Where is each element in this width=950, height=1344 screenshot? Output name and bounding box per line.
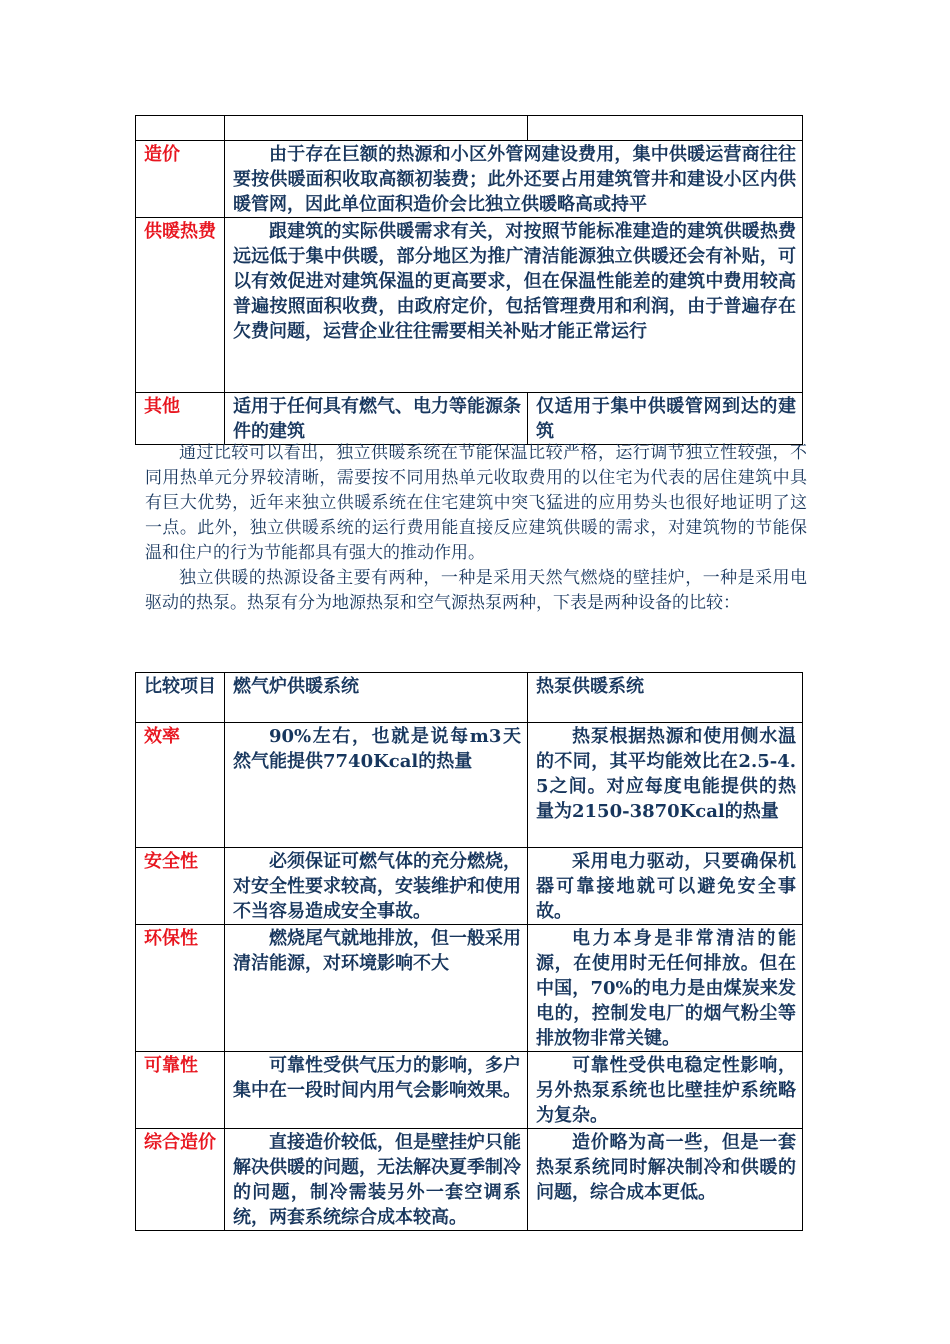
row-label-efficiency: 效率 — [136, 723, 225, 848]
table-row — [136, 1129, 803, 1231]
row-label-total-cost: 综合造价 — [136, 1129, 225, 1231]
header-cell-heat-pump: 热泵供暖系统 — [528, 673, 803, 723]
row-content-heating-fee: 跟建筑的实际供暖需求有关，对按照节能标准建造的建筑供暖热费远远低于集中供暖，部分地区为推广清洁能源独立供暖还会有补贴，可以有效促进对建筑保温的更高要求，但在保温性能差的建筑中费用较高普遍按照面积收费，由政府定价，包括管理费用和利润，由于普遍存在欠费问题，运营企业往往需要相关补贴才能正常运行 — [225, 218, 803, 393]
header-cell — [136, 116, 225, 141]
header-cell-gas-boiler: 燃气炉供暖系统 — [225, 673, 528, 723]
row-label-other: 其他 — [136, 393, 225, 445]
row-label-environment: 环保性 — [136, 925, 225, 1052]
row-cell-pump: 热泵根据热源和使用侧水温的不同，其平均能效比在2.5-4.5之间。对应每度电能提供的热量为2150-3870Kcal的热量 — [528, 723, 803, 848]
row-content-cost: 由于存在巨额的热源和小区外管网建设费用，集中供暖运营商往往要按供暖面积收取高额初装费；此外还要占用建筑管井和建设小区内供暖管网，因此单位面积造价会比独立供暖略高或持平 — [225, 141, 803, 218]
row-label-cost: 造价 — [136, 141, 225, 218]
table-row — [136, 925, 803, 1052]
row-cell-gas: 燃烧尾气就地排放，但一般采用清洁能源，对环境影响不大 — [225, 925, 528, 1052]
comparison-table-heat-sources — [135, 672, 803, 1231]
row-cell-gas: 90%左右，也就是说每m3天然气能提供7740Kcal的热量 — [225, 723, 528, 848]
body-paragraph: 独立供暖的热源设备主要有两种，一种是采用天然气燃烧的壁挂炉，一种是采用电驱动的热泵。热泵有分为地源热泵和空气源热泵两种，下表是两种设备的比较： — [145, 568, 807, 613]
table-row — [136, 723, 803, 848]
row-label-reliability: 可靠性 — [136, 1052, 225, 1129]
row-cell-pump: 造价略为高一些，但是一套热泵系统同时解决制冷和供暖的问题，综合成本更低。 — [528, 1129, 803, 1231]
body-paragraph: 通过比较可以看出，独立供暖系统在节能保温比较严格，运行调节独立性较强，不同用热单元分界较清晰，需要按不同用热单元收取费用的以住宅为代表的居住建筑中具有巨大优势，近年来独立供暖系统在住宅建筑中突飞猛进的应用势头也很好地证明了这一点。此外，独立供暖系统的运行费用能直接反应建筑供暖的需求，对建筑物的节能保温和住户的行为节能都具有强大的推动作用。 — [145, 443, 807, 563]
comparison-table-heating-modes — [135, 115, 803, 445]
table-header-row — [136, 116, 803, 141]
row-cell-pump: 电力本身是非常清洁的能源，在使用时无任何排放。但在中国，70%的电力是由煤炭来发电的，控制发电厂的烟气粉尘等排放物非常关键。 — [528, 925, 803, 1052]
table-row — [136, 218, 803, 393]
table-row — [136, 1052, 803, 1129]
table-header-row — [136, 673, 803, 723]
table-row — [136, 141, 803, 218]
table-row — [136, 393, 803, 445]
row-label-heating-fee: 供暖热费 — [136, 218, 225, 393]
row-cell-pump: 可靠性受供电稳定性影响，另外热泵系统也比壁挂炉系统略为复杂。 — [528, 1052, 803, 1129]
header-cell — [528, 116, 803, 141]
row-cell-gas: 可靠性受供气压力的影响，多户集中在一段时间内用气会影响效果。 — [225, 1052, 528, 1129]
header-cell — [225, 116, 528, 141]
row-cell-pump: 采用电力驱动，只要确保机器可靠接地就可以避免安全事故。 — [528, 848, 803, 925]
row-cell-gas: 必须保证可燃气体的充分燃烧，对安全性要求较高，安装维护和使用不当容易造成安全事故。 — [225, 848, 528, 925]
header-cell-item: 比较项目 — [136, 673, 225, 723]
row-cell-gas: 直接造价较低，但是壁挂炉只能解决供暖的问题，无法解决夏季制冷的问题，制冷需装另外一套空调系统，两套系统综合成本较高。 — [225, 1129, 528, 1231]
table-row — [136, 848, 803, 925]
row-cell-central: 仅适用于集中供暖管网到达的建筑 — [528, 393, 803, 445]
row-label-safety: 安全性 — [136, 848, 225, 925]
row-cell-independent: 适用于任何具有燃气、电力等能源条件的建筑 — [225, 393, 528, 445]
